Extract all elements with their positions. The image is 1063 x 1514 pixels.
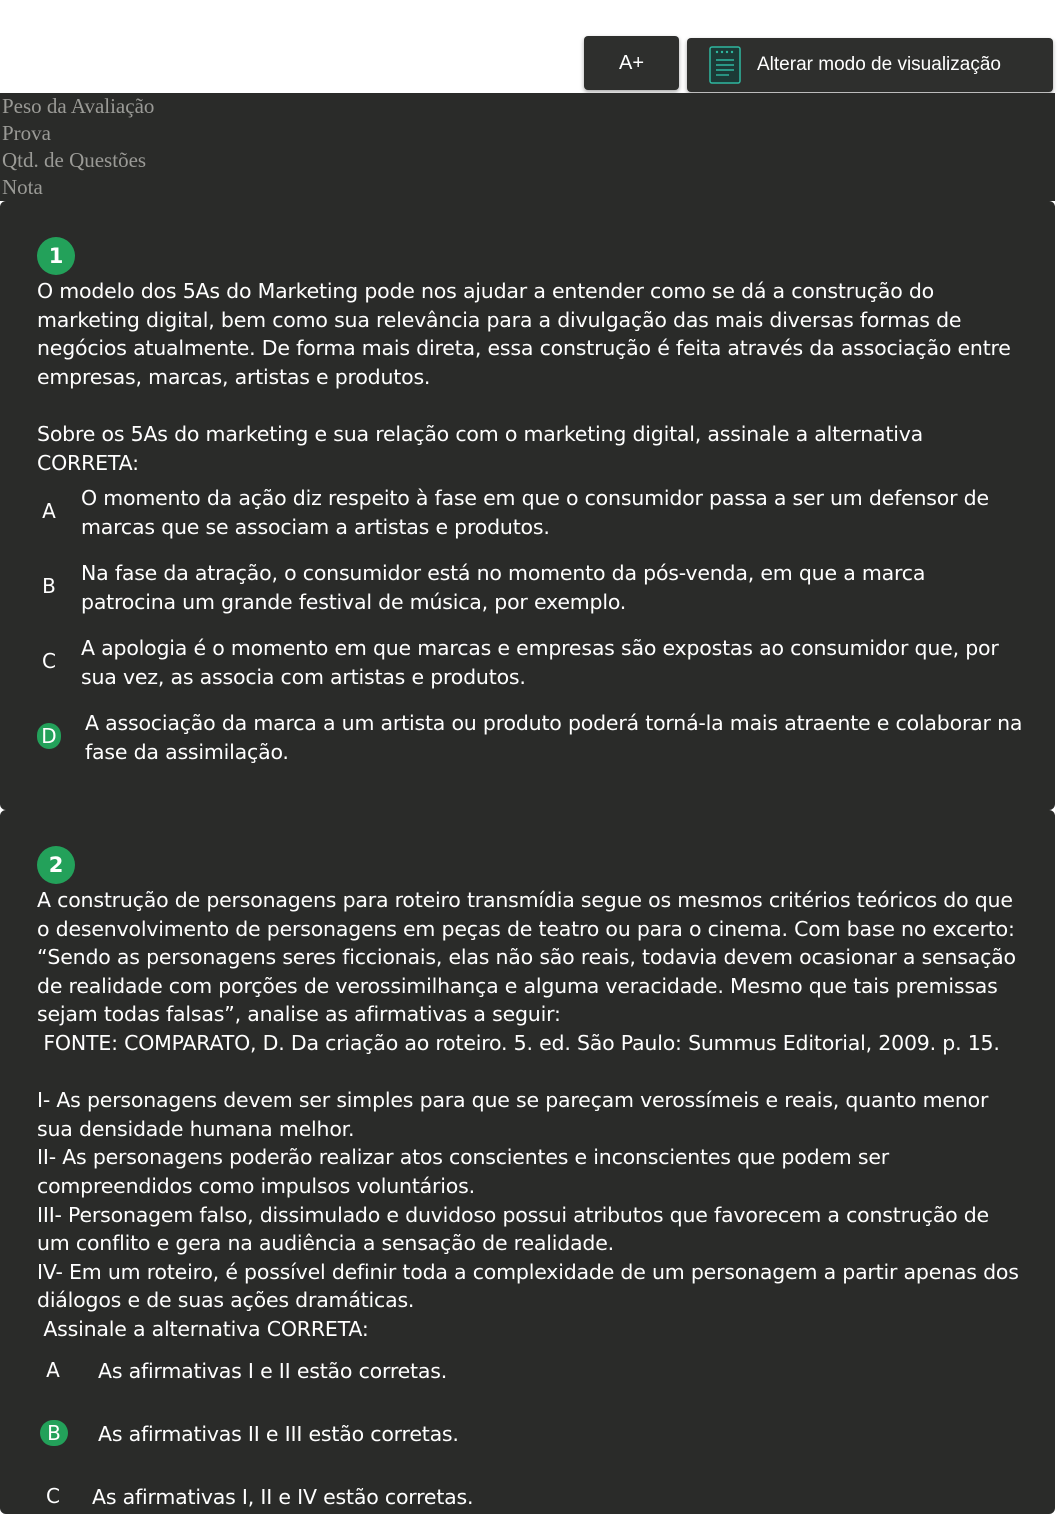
option-b[interactable] xyxy=(0,1418,1040,1454)
question-card xyxy=(0,201,1055,810)
view-mode-button[interactable] xyxy=(687,38,1053,92)
font-increase-button[interactable]: A+ xyxy=(584,36,679,90)
view-mode-label: Alterar modo de visualização xyxy=(757,54,1001,75)
info-weight: Peso da Avaliação xyxy=(2,94,155,118)
question-text: A construção de personagens para roteiro transmídia segue os mesmos critérios teóricos do que o desenvolvimento de personagens em peças de teatro ou para o cinema. Com base no excerto: “Sendo as personagens seres ficcionais, elas não são reais, todavia devem ocasionar a sensação de realidade com porções de verossimilhança e alguma veracidade. Mesmo que tais premissas sejam todas falsas”, analise as afirmativas a seguir: FONTE: COMPARATO, D. Da criação ao roteiro. 5. ed. São Paulo: Summus Editorial, 2009. p. 15. I- As personagens devem ser simples para que se pareçam verossímeis e reais, quanto menor sua densidade humana melhor. II- As personagens poderão realizar atos conscientes e inconscientes que podem ser compreendidos como impulsos voluntários. III- Personagem falso, dissimulado e duvidoso possui atributos que favorecem a construção de um conflito e gera na audiência a sensação de realidade. IV- Em um roteiro, é possível definir toda a complexidade de um personagem a partir apenas dos diálogos e de suas ações dramáticas. Assinale a alternativa CORRETA: xyxy=(37,888,1019,1341)
option-c[interactable] xyxy=(0,1481,1040,1514)
option-text: As afirmativas I e II estão corretas. xyxy=(98,1359,448,1383)
option-letter: C xyxy=(46,1484,60,1508)
question-card xyxy=(0,810,1055,1514)
option-letter-selected: B xyxy=(40,1420,68,1446)
option-text: O momento da ação diz respeito à fase em que o consumidor passa a ser um defensor de marcas que se associam a artistas e produtos. xyxy=(81,486,989,539)
option-letter: A xyxy=(46,1358,60,1382)
question-number-badge: 2 xyxy=(37,846,75,884)
option-text: Na fase da atração, o consumidor está no momento da pós-venda, em que a marca patrocina um grande festival de música, por exemplo. xyxy=(81,561,926,614)
assessment-info xyxy=(0,93,1055,201)
question-number-badge: 1 xyxy=(37,237,75,275)
option-letter: B xyxy=(42,574,56,598)
info-question-count: Qtd. de Questões xyxy=(2,148,147,172)
option-text: A apologia é o momento em que marcas e empresas são expostas ao consumidor que, por sua vez, as associa com artistas e produtos. xyxy=(81,636,999,689)
option-a[interactable] xyxy=(0,1355,1040,1391)
option-letter: A xyxy=(42,499,56,523)
document-icon xyxy=(709,46,741,84)
option-letter: C xyxy=(42,649,56,673)
info-exam: Prova xyxy=(2,121,51,145)
option-text: As afirmativas II e III estão corretas. xyxy=(98,1422,459,1446)
option-c[interactable] xyxy=(0,634,1040,692)
option-b[interactable] xyxy=(0,559,1040,617)
option-letter-selected: D xyxy=(37,723,61,749)
option-text: As afirmativas I, II e IV estão corretas. xyxy=(92,1485,474,1509)
option-text: A associação da marca a um artista ou produto poderá torná-la mais atraente e colaborar na fase da assimilação. xyxy=(85,711,1023,764)
option-d[interactable] xyxy=(0,709,1040,767)
info-grade: Nota xyxy=(2,175,43,199)
option-a[interactable] xyxy=(0,484,1040,542)
question-text: O modelo dos 5As do Marketing pode nos ajudar a entender como se dá a construção do marketing digital, bem como sua relevância para a divulgação das mais diversas formas de negócios atualmente. De forma mais direta, essa construção é feita através da associação entre empresas, marcas, artistas e produtos. Sobre os 5As do marketing e sua relação com o marketing digital, assinale a alternativa CORRETA: xyxy=(37,279,1011,475)
